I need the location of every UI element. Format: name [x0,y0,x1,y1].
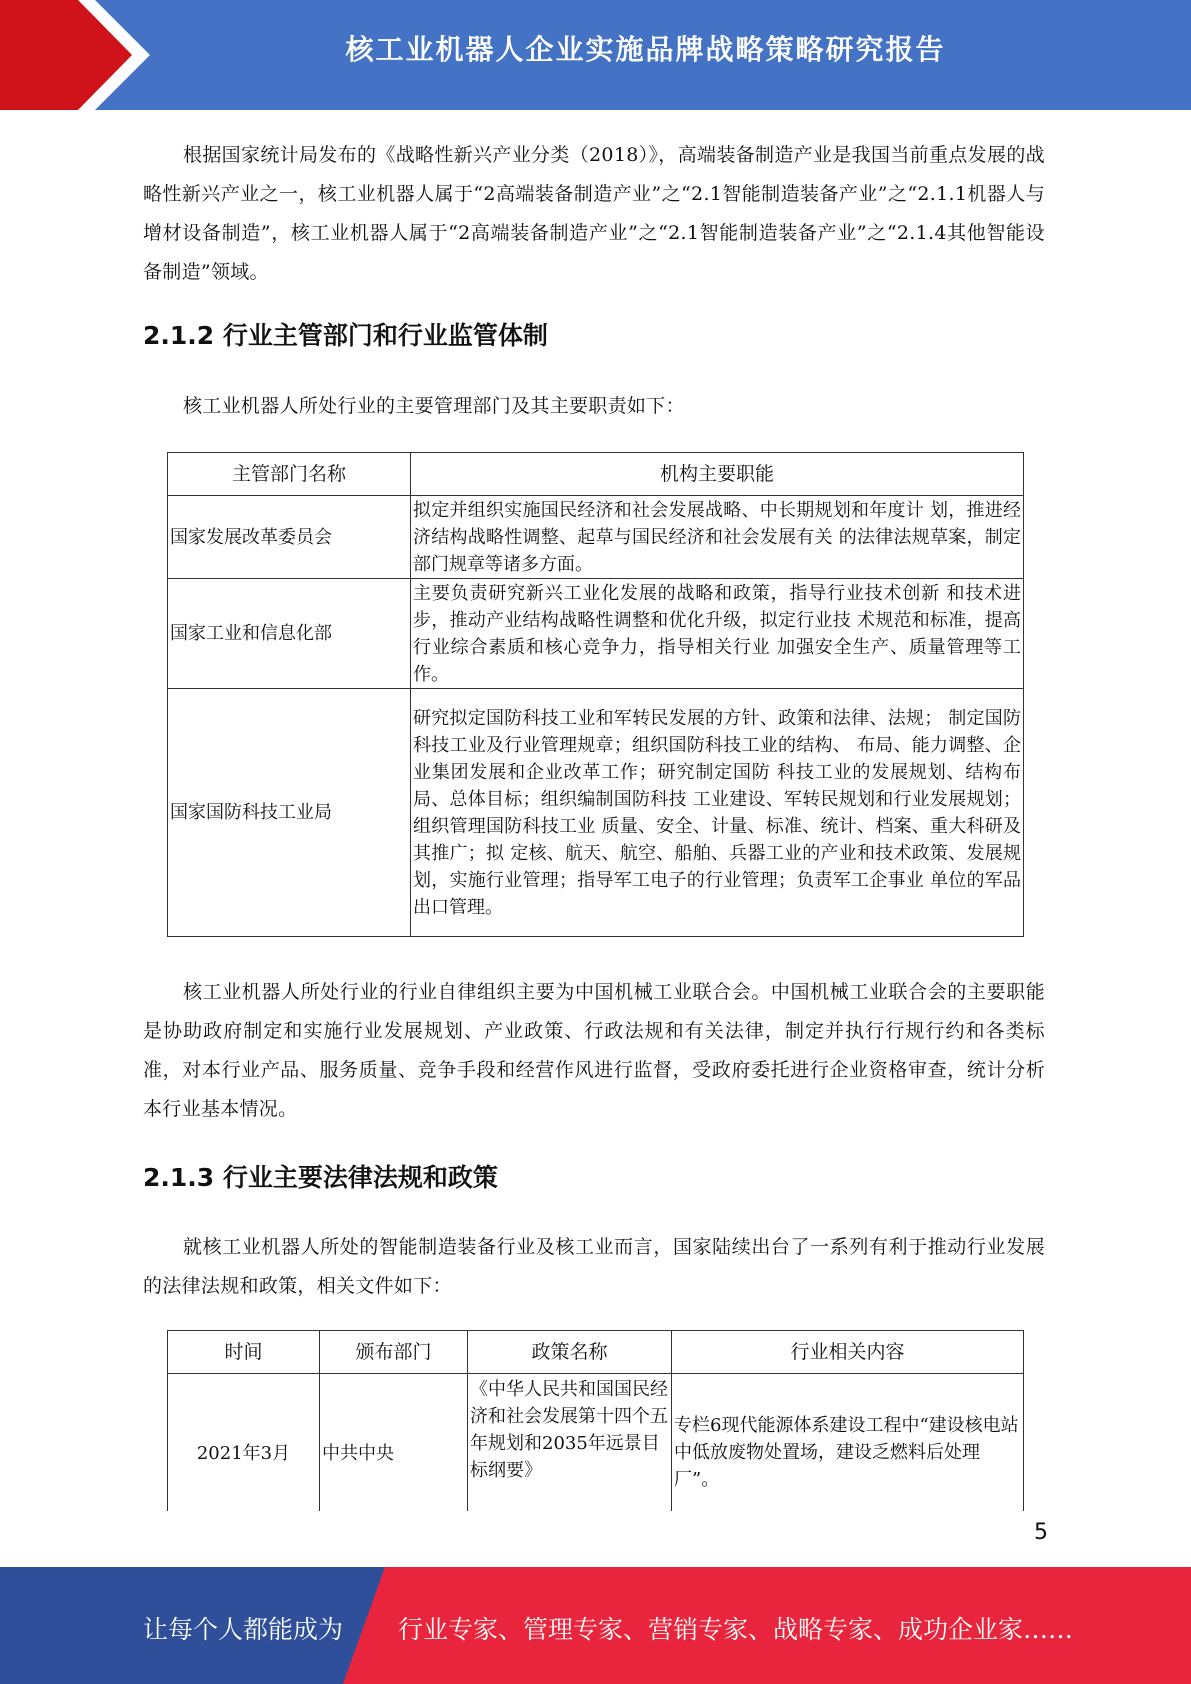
page-header [0,0,1191,110]
policy-cell: 《中华人民共和国国民经济和社会发展第十四个五年规划和2035年远景目标纲要》 [468,1374,672,1512]
table-row [168,496,1024,579]
page-number: 5 [1034,1520,1048,1545]
section-lead-text: 就核工业机器人所处的智能制造装备行业及核工业而言，国家陆续出台了一系列有利于推动行业发展的法律法规和政策，相关文件如下： [143,1236,1045,1297]
footer-slogan-left: 让每个人都能成为 [143,1615,344,1644]
section-2-1-2-lead [143,387,1045,426]
dept-cell: 中共中央 [320,1374,468,1512]
page-footer [0,1567,1191,1684]
duty-cell: 主要负责研究新兴工业化发展的战略和政策，指导行业技术创新 和技术进步，推动产业结构战略性调整和优化升级，拟定行业技 术规范和标准，提高行业综合素质和核心竞争力，指导相关行业 加强安全生产、质量管理等工作。 [411,579,1024,689]
header-arrow-decoration [0,0,170,110]
section-lead-text: 核工业机器人所处行业的主要管理部门及其主要职责如下： [183,395,685,417]
table-header-row [168,1331,1024,1374]
table-header-row [168,453,1024,496]
dept-cell: 国家工业和信息化部 [168,579,411,689]
dept-cell: 国家发展改革委员会 [168,496,411,579]
section-heading-2-1-2: 2.1.2 行业主管部门和行业监管体制 [143,321,548,350]
content-cell: 专栏6现代能源体系建设工程中“建设核电站中低放废物处置场，建设乏燃料后处理厂”。 [672,1374,1024,1512]
section-2-1-3-lead [143,1228,1045,1306]
duty-cell: 研究拟定国防科技工业和军转民发展的方针、政策和法律、法规； 制定国防科技工业及行业管理规章；组织国防科技工业的结构、 布局、能力调整、企业集团发展和企业改革工作；研究制定国防 科技工业的发展规划、结构布局、总体目标；组织编制国防科技 工业建设、军转民规划和行业发展规划；组织管理国防科技工业 质量、安全、计量、标准、统计、档案、重大科研及其推广；拟 定核、航天、航空、船舶、兵器工业的产业和技术政策、发展规 划，实施行业管理；指导军工电子的行业管理；负责军工企事业 单位的军品出口管理。 [411,689,1024,937]
report-title: 核工业机器人企业实施品牌战略策略研究报告 [345,33,946,66]
header-cell-time: 时间 [168,1331,320,1374]
intro-section [143,136,1045,292]
time-cell: 2021年3月 [168,1374,320,1512]
policies-table-wrapper [160,1325,1040,1511]
section-heading-2-1-3: 2.1.3 行业主要法律法规和政策 [143,1163,498,1192]
header-cell-duty: 机构主要职能 [411,453,1024,496]
industry-association-section [143,973,1045,1129]
table-row [168,689,1024,937]
departments-table [167,452,1024,937]
header-cell-dept: 主管部门名称 [168,453,411,496]
dept-cell: 国家国防科技工业局 [168,689,411,937]
header-cell-policy: 政策名称 [468,1331,672,1374]
header-cell-dept: 颁布部门 [320,1331,468,1374]
table-row [168,579,1024,689]
footer-slogan-right: 行业专家、管理专家、营销专家、战略专家、成功企业家…… [398,1615,1074,1644]
table-row [168,1374,1024,1512]
policies-table [167,1330,1024,1511]
header-cell-content: 行业相关内容 [672,1331,1024,1374]
intro-paragraph: 根据国家统计局发布的《战略性新兴产业分类（2018）》，高端装备制造产业是我国当前重点发展的战略性新兴产业之一，核工业机器人属于“2高端装备制造产业”之“2.1智能制造装备产业”之“2.1.1机器人与增材设备制造”，核工业机器人属于“2高端装备制造产业”之“2.1智能制造装备产业”之“2.1.4其他智能设备制造”领域。 [143,144,1045,283]
association-paragraph: 核工业机器人所处行业的行业自律组织主要为中国机械工业联合会。中国机械工业联合会的主要职能是协助政府制定和实施行业发展规划、产业政策、行政法规和有关法律，制定并执行行规行约和各类标准，对本行业产品、服务质量、竞争手段和经营作风进行监督，受政府委托进行企业资格审查，统计分析本行业基本情况。 [143,981,1045,1120]
duty-cell: 拟定并组织实施国民经济和社会发展战略、中长期规划和年度计 划，推进经济结构战略性调整、起草与国民经济和社会发展有关 的法律法规草案，制定部门规章等诸多方面。 [411,496,1024,579]
